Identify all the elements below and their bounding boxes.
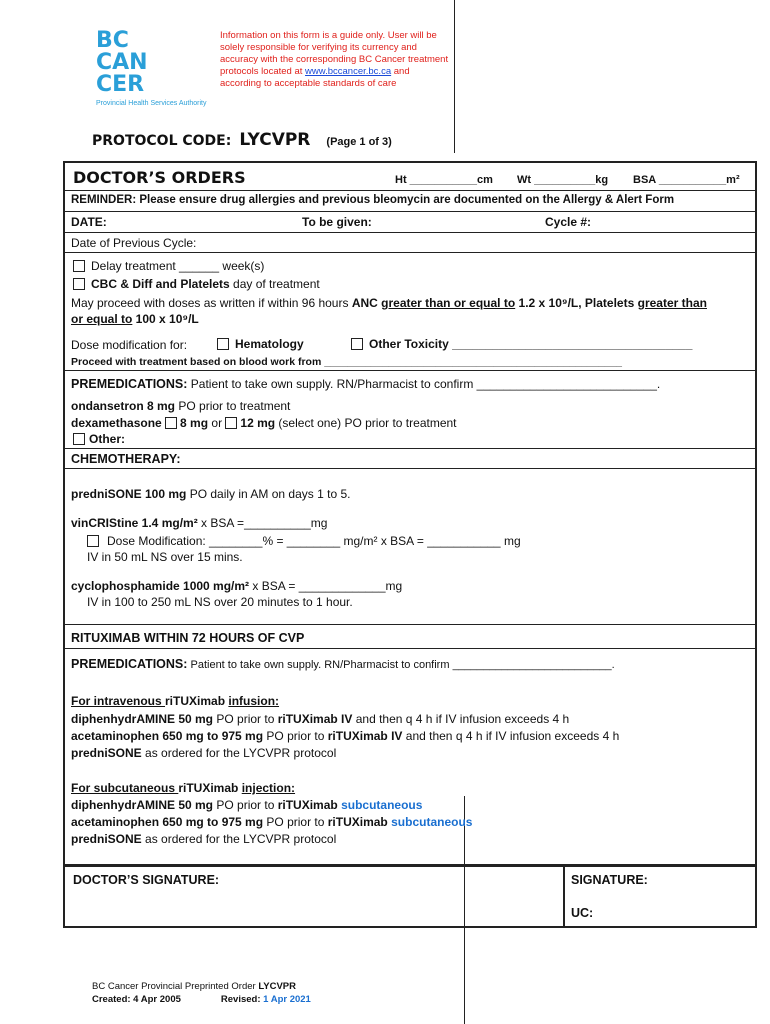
- vincristine-dose-mod-text: Dose Modification: ________% = ________ mg/m² x BSA = ___________ mg: [107, 534, 521, 548]
- vincristine-iv: IV in 50 mL NS over 15 mins.: [87, 550, 243, 564]
- ondansetron-rest: PO prior to treatment: [175, 399, 291, 413]
- iv-acetaminophen-line: [71, 729, 619, 743]
- cyclophosphamide-dose: cyclophosphamide 1000 mg/m²: [71, 579, 250, 593]
- other-premed-label: Other:: [89, 432, 125, 446]
- doctors-orders-form: [63, 161, 757, 866]
- logo-line-3: CER: [96, 72, 145, 97]
- sc-pred-rest: as ordered for the LYCVPR protocol: [141, 832, 337, 846]
- anc-value: 1.2 x 10⁹/L, Platelets: [515, 296, 638, 310]
- reminder-row: [65, 191, 755, 212]
- iv-head-3: infusion:: [228, 694, 280, 708]
- sc-diphenhydramine-line: [71, 798, 422, 812]
- sc-acet-dose: acetaminophen 650 mg to 975 mg: [71, 815, 264, 829]
- cyclophosphamide-iv: IV in 100 to 250 mL NS over 20 minutes to 1 hour.: [87, 595, 353, 609]
- cyclophosphamide-line[interactable]: [71, 579, 402, 593]
- anc-label: ANC: [351, 296, 378, 310]
- proceed-pre: May proceed with doses as written if within 96 hours: [71, 296, 352, 310]
- sc-heading: [71, 781, 295, 795]
- ritux-premed-label: PREMEDICATIONS:: [71, 657, 188, 671]
- logo-line-1: BC: [96, 28, 129, 53]
- other-toxicity-option[interactable]: [351, 337, 692, 351]
- page-indicator: (Page 1 of 3): [326, 136, 392, 148]
- prednisone-dose: predniSONE 100 mg: [71, 487, 187, 501]
- iv-heading: [71, 694, 279, 708]
- footer-created: Created: 4 Apr 2005: [92, 994, 181, 1005]
- rituximab-header: [65, 625, 755, 649]
- iv-diph-rest: and then q 4 h if IV infusion exceeds 4 h: [352, 712, 570, 726]
- dexamethasone-line: [71, 416, 457, 430]
- dex-12mg-checkbox[interactable]: [225, 417, 237, 429]
- iv-pred-rest: as ordered for the LYCVPR protocol: [141, 746, 337, 760]
- gte-1: greater than or equal to: [381, 296, 516, 310]
- protocol-code: LYCVPR: [239, 130, 311, 150]
- sc-head-1: For subcutaneous: [71, 781, 179, 795]
- sc-diph-dose: diphenhydrAMINE 50 mg: [71, 798, 214, 812]
- bccancer-link[interactable]: www.bccancer.bc.ca: [305, 66, 392, 77]
- sc-acet-mid: PO prior to: [263, 815, 328, 829]
- iv-diph-mid: PO prior to: [213, 712, 278, 726]
- hematology-checkbox[interactable]: [217, 338, 229, 350]
- dex-8mg-checkbox[interactable]: [165, 417, 177, 429]
- header-row: [65, 163, 755, 191]
- cycle-field[interactable]: Cycle #:: [545, 215, 592, 229]
- cbc-option[interactable]: [73, 277, 320, 291]
- delay-checkbox[interactable]: [73, 260, 85, 272]
- prednisone-line: [71, 487, 350, 501]
- cbc-label-bold: CBC & Diff and Platelets: [91, 277, 230, 291]
- logo-authority: Provincial Health Services Authority: [96, 100, 207, 107]
- sc-acetaminophen-line: [71, 815, 472, 829]
- proceed-bloodwork[interactable]: Proceed with treatment based on blood work from ___________________________________________________: [71, 356, 623, 368]
- logo-line-2: CAN: [96, 50, 148, 75]
- disclaimer-notice: [220, 30, 452, 90]
- other-toxicity-label: Other Toxicity ____________________________________: [369, 337, 693, 351]
- to-be-given-field[interactable]: To be given:: [302, 215, 372, 229]
- dex-rest: (select one) PO prior to treatment: [275, 416, 457, 430]
- notice-text-after: and according to acceptable standards of care: [220, 66, 410, 89]
- top-vertical-rule: [454, 0, 455, 153]
- date-field[interactable]: DATE:: [71, 215, 107, 229]
- protocol-code-line: [92, 130, 392, 150]
- footer-line-1: [92, 980, 311, 993]
- sc-acet-route: subcutaneous: [391, 815, 473, 829]
- rituximab-section: [65, 649, 755, 866]
- chemotherapy-title: CHEMOTHERAPY:: [71, 452, 181, 466]
- chemotherapy-section: [65, 469, 755, 625]
- footer-code: LYCVPR: [258, 981, 296, 992]
- iv-diphenhydramine-line: [71, 712, 569, 726]
- proceed-criteria-line1: [71, 296, 707, 310]
- gte-2b: or equal to: [71, 312, 133, 326]
- sc-pred-drug: predniSONE: [71, 832, 142, 846]
- iv-prednisone-line: [71, 746, 336, 760]
- vincristine-rest: x BSA =__________mg: [197, 516, 328, 530]
- cbc-checkbox[interactable]: [73, 278, 85, 290]
- footer: [92, 980, 311, 1006]
- iv-head-1: For intravenous: [71, 694, 166, 708]
- previous-cycle-field[interactable]: Date of Previous Cycle:: [71, 236, 197, 250]
- bsa-field[interactable]: BSA ___________m²: [633, 174, 740, 186]
- date-row: [65, 212, 755, 233]
- sc-prednisone-line: [71, 832, 336, 846]
- ondansetron-dose: ondansetron 8 mg: [71, 399, 176, 413]
- delay-treatment-option[interactable]: [73, 259, 264, 273]
- treatment-conditions-section: [65, 253, 755, 371]
- doctor-signature-field[interactable]: DOCTOR’S SIGNATURE:: [73, 873, 220, 887]
- reminder-text: REMINDER: Please ensure drug allergies and previous bleomycin are documented on the Allergy & Alert Form: [71, 194, 675, 206]
- dex-12mg-label: 12 mg: [240, 416, 276, 430]
- dex-8mg-label: 8 mg: [180, 416, 209, 430]
- protocol-label: PROTOCOL CODE:: [92, 133, 232, 149]
- dexamethasone-label: dexamethasone: [71, 416, 162, 430]
- iv-pred-drug: predniSONE: [71, 746, 142, 760]
- footer-revised-date: 1 Apr 2021: [263, 994, 311, 1005]
- premedications-section: [65, 371, 755, 449]
- iv-diph-drug: riTUXimab IV: [277, 712, 353, 726]
- vincristine-line[interactable]: [71, 516, 327, 530]
- iv-diph-dose: diphenhydrAMINE 50 mg: [71, 712, 214, 726]
- uc-field[interactable]: UC:: [571, 906, 594, 920]
- footer-line-2: [92, 993, 311, 1006]
- iv-head-2: riTUXimab: [165, 694, 226, 708]
- iv-acet-dose: acetaminophen 650 mg to 975 mg: [71, 729, 264, 743]
- sc-head-3: injection:: [241, 781, 296, 795]
- sc-diph-route: subcutaneous: [341, 798, 423, 812]
- weight-field[interactable]: Wt __________kg: [517, 174, 609, 186]
- form-title: DOCTOR’S ORDERS: [73, 168, 246, 187]
- sc-acet-drug: riTUXimab: [327, 815, 388, 829]
- footer-revised-label: Revised:: [220, 994, 264, 1005]
- hematology-option[interactable]: [217, 337, 304, 351]
- dose-modification-label: Dose modification for:: [71, 338, 188, 352]
- previous-cycle-row: [65, 233, 755, 253]
- ritux-premed-text: Patient to take own supply. RN/Pharmacist to confirm __________________________.: [187, 659, 615, 671]
- other-premed-checkbox[interactable]: [73, 433, 85, 445]
- chemotherapy-header: [65, 449, 755, 469]
- vincristine-dose-mod[interactable]: [87, 534, 521, 548]
- premedications-text: Patient to take own supply. RN/Pharmacist to confirm ___________________________.: [187, 377, 661, 391]
- iv-acet-rest: and then q 4 h if IV infusion exceeds 4 h: [402, 729, 620, 743]
- premedications-header: [71, 377, 660, 391]
- other-premed-option[interactable]: [73, 432, 125, 446]
- signature-box: [63, 866, 757, 928]
- footer-order-label: BC Cancer Provincial Preprinted Order: [92, 981, 259, 992]
- bc-cancer-logo: [96, 30, 216, 107]
- vincristine-dose: vinCRIStine 1.4 mg/m²: [71, 516, 198, 530]
- sc-diph-mid: PO prior to: [213, 798, 278, 812]
- hematology-label: Hematology: [235, 337, 304, 351]
- iv-acet-drug: riTUXimab IV: [327, 729, 403, 743]
- ritux-premed-line: [71, 657, 615, 671]
- ondansetron-line: [71, 399, 290, 413]
- gte-2a: greater than: [637, 296, 707, 310]
- proceed-criteria-line2: [71, 312, 199, 326]
- signature-divider: [563, 867, 565, 926]
- delay-label: Delay treatment ______ week(s): [91, 259, 265, 273]
- premedications-label: PREMEDICATIONS:: [71, 377, 188, 391]
- notice-text: Information on this form is a guide only. User will be solely responsible for verifying its currency and accuracy with the corresponding BC Cancer treatment protocols located at: [220, 30, 449, 77]
- signature-field[interactable]: SIGNATURE:: [571, 873, 648, 887]
- sc-head-2: riTUXimab: [178, 781, 239, 795]
- dex-or: or: [208, 416, 226, 430]
- other-toxicity-checkbox[interactable]: [351, 338, 363, 350]
- sc-diph-drug: riTUXimab: [277, 798, 338, 812]
- cyclophosphamide-rest: x BSA = _____________mg: [249, 579, 403, 593]
- iv-acet-mid: PO prior to: [263, 729, 328, 743]
- height-field[interactable]: Ht ___________cm: [395, 174, 493, 186]
- rituximab-title: RITUXIMAB WITHIN 72 HOURS OF CVP: [71, 631, 305, 645]
- vincristine-dose-mod-checkbox[interactable]: [87, 535, 99, 547]
- cbc-label-rest: day of treatment: [229, 277, 320, 291]
- prednisone-rest: PO daily in AM on days 1 to 5.: [186, 487, 351, 501]
- platelet-value: 100 x 10⁹/L: [132, 312, 199, 326]
